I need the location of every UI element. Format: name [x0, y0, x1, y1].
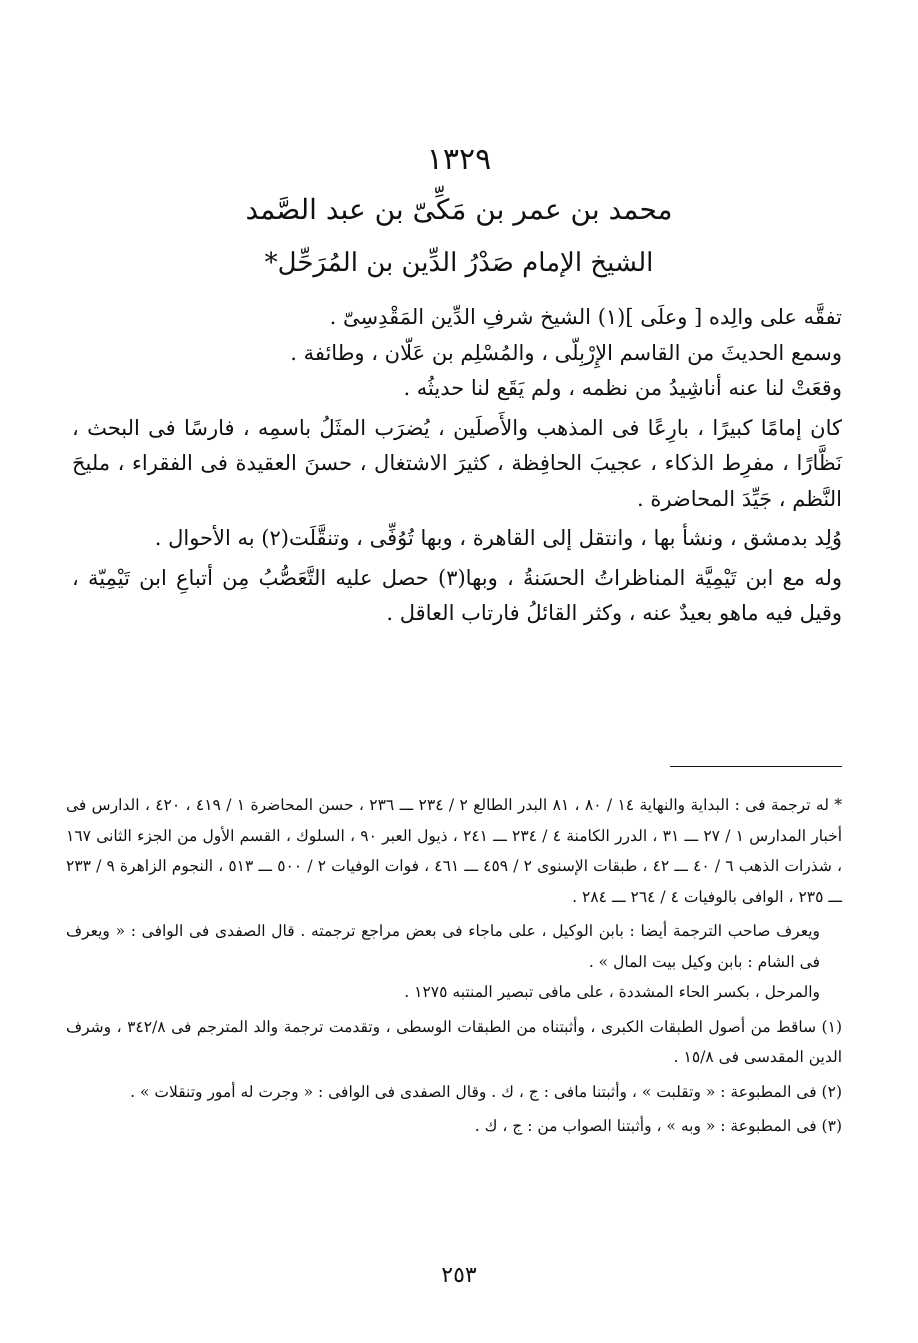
- footnote-separator: [670, 766, 842, 767]
- body-paragraph: وُلِد بدمشق ، ونشأ بها ، وانتقل إلى القاهرة ، وبها تُوُفِّى ، وتنقَّلَت(٢) به الأحوال .: [154, 526, 842, 550]
- body-paragraph: وقعَتْ لنا عنه أناشِيدُ من نظمه ، ولم يَقَع لنا حديثُه .: [403, 376, 842, 400]
- footnote-1: (١) ساقط من أصول الطبقات الكبرى ، وأثبتناه من الطبقات الوسطى ، وتقدمت ترجمة والد المترجم فى ٣٤٢/٨ ، وشرف الدين المقدسى فى ١٥/٨ .: [66, 1017, 842, 1066]
- biography-subtitle: الشيخ الإمام صَدْرُ الدِّين بن المُرَحِّل*: [264, 248, 654, 278]
- biography-body: [72, 300, 842, 632]
- footnote-3: (٣) فى المطبوعة : « وبه » ، وأثبتنا الصواب من : ج ، ك .: [474, 1117, 842, 1135]
- entry-number: ١٣٢٩: [426, 142, 492, 177]
- footnote-known-as: ويعرف صاحب الترجمة أيضا : بابن الوكيل ، على ماجاء فى بعض مراجع ترجمته . قال الصفدى فى الوافى : « ويعرف فى الشام : بابن وكيل بيت المال » .: [66, 922, 820, 971]
- body-paragraph: وله مع ابن تَيْمِيَّة المناظراتُ الحسَنةُ ، وبها(٣) حصل عليه التَّعَصُّبُ مِن أتباعِ ابن تَيْمِيّة ، وقيل فيه ماهو بعيدٌ عنه ، وكثر القائلُ فارتاب العاقل .: [72, 565, 842, 625]
- biography-title: محمد بن عمر بن مَكِّىّ بن عبد الصَّمد: [245, 193, 673, 226]
- footnote-sources: * له ترجمة فى : البداية والنهاية ١٤ / ٨٠ ، ٨١ البدر الطالع ٢ / ٢٣٤ ـــ ٢٣٦ ، حسن المحاضرة ١ / ٤١٩ ، ٤٢٠ ، الدارس فى أخبار المدارس ١ / ٢٧ ـــ ٣١ ، الدرر الكامنة ٤ / ٢٣٤ ـــ ٢٤١ ، ذيول العبر ٩٠ ، السلوك ، القسم الأول من الجزء الثانى ١٦٧ ، شذرات الذهب ٦ / ٤٠ ـــ ٤٢ ، طبقات الإسنوى ٢ / ٤٥٩ ـــ ٤٦١ ، فوات الوفيات ٢ / ٥٠٠ ـــ ٥١٣ ، النجوم الزاهرة ٩ / ٢٣٣ ـــ ٢٣٥ ، الوافى بالوفيات ٤ / ٢٦٤ ـــ ٢٨٤ .: [66, 796, 843, 906]
- footnote-2: (٢) فى المطبوعة : « وتقلبت » ، وأثبتنا مافى : ج ، ك . وقال الصفدى فى الوافى : « وجرت له أمور وتنقلات » .: [130, 1082, 842, 1101]
- page-number: ٢٥٣: [441, 1263, 477, 1288]
- body-paragraph: تفقَّه على والِده [ وعلَى ](١) الشيخ شرفِ الدِّين المَقْدِسِىّ .: [329, 305, 842, 329]
- footnote-murahhil: والمرحل ، بكسر الحاء المشددة ، على مافى تبصير المنتبه ١٢٧٥ .: [404, 983, 820, 1001]
- body-paragraph: كان إمامًا كبيرًا ، بارِعًا فى المذهب والأَصلَين ، يُضرَب المثَلُ باسمِه ، فارسًا فى البحث ، نَظَّارًا ، مفرِط الذكاء ، عجيبَ الحافِظة ، كثيرَ الاشتغال ، حسنَ العقيدة فى الفقراء ، مليحَ النَّظم ، جَيِّدَ المحاضرة .: [72, 415, 842, 511]
- footnotes: [66, 790, 842, 1142]
- body-paragraph: وسمع الحديثَ من القاسم الإِرْبِلّى ، والمُسْلِم بن عَلّان ، وطائفة .: [290, 340, 842, 365]
